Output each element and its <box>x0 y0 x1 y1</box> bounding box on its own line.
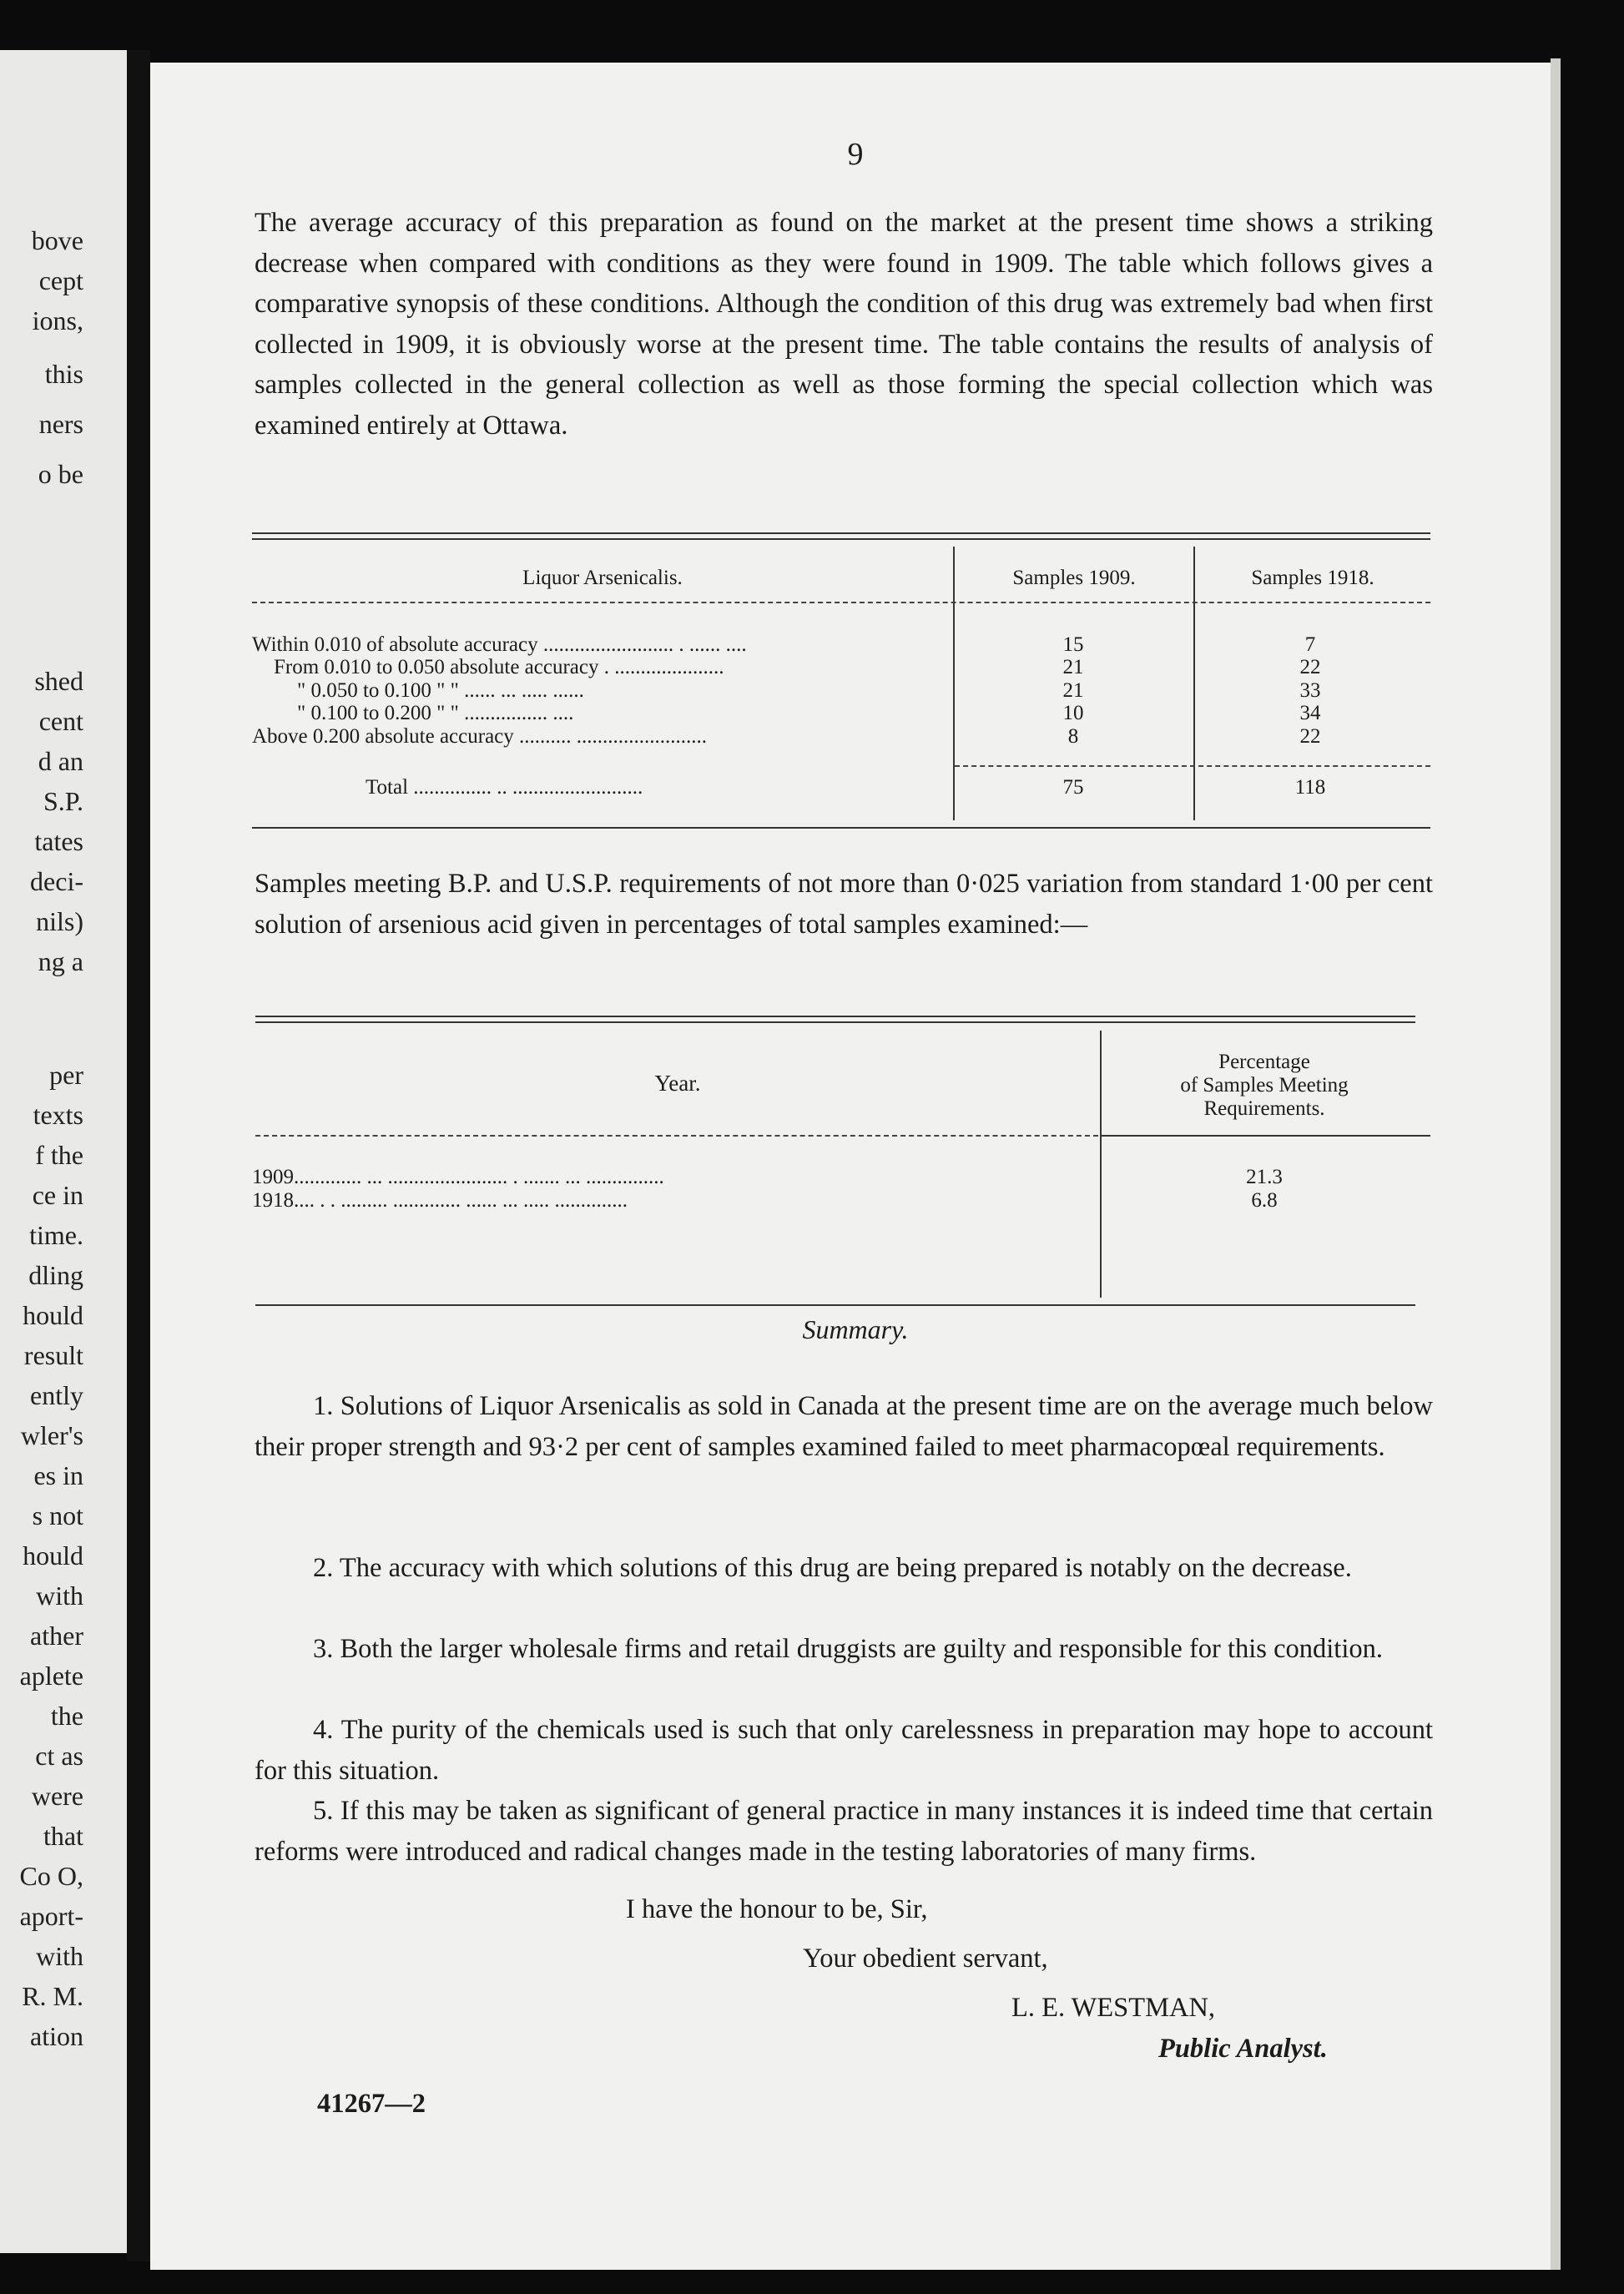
summary-item: 4. The purity of the chemicals used is such that only carelessness in preparation may hope to account for this situation. <box>255 1715 1433 1786</box>
left-fragment: result <box>23 1340 83 1370</box>
left-fragment: with <box>36 1941 83 1971</box>
year-value: 1918 <box>252 1189 294 1212</box>
left-fragment: R. M. <box>22 1981 83 2011</box>
header-line: Percentage <box>1218 1051 1310 1073</box>
left-fragment: bove <box>31 225 83 255</box>
value-1918: 34 <box>1299 702 1321 724</box>
total-label: Total <box>366 776 409 799</box>
left-fragment: s not <box>32 1500 83 1530</box>
table-row: 1909............. ... ....................... . ....... ... ............... <box>252 1166 664 1188</box>
summary-item: 5. If this may be taken as significant of general practice in many instances it is indeed time that certain reforms were introduced and radical changes made in the testing laboratories of many firms. <box>255 1796 1433 1867</box>
summary-item: 2. The accuracy with which solutions of this drug are being prepared is notably on the decrease. <box>313 1553 1352 1583</box>
table2-header-percentage <box>1102 1051 1427 1121</box>
left-fragment: S.P. <box>43 786 83 816</box>
table1-header-1909: Samples 1909. <box>1012 567 1136 589</box>
value-1909: 21 <box>1062 679 1084 702</box>
header-line: Requirements. <box>1203 1097 1325 1120</box>
page-edge <box>1551 58 1561 2270</box>
page-number: 9 <box>847 137 864 172</box>
table-row: " 0.050 to 0.100 " " ...... ... ..... ...... <box>297 679 584 702</box>
value-1909: 15 <box>1062 633 1084 656</box>
value-1909: 8 <box>1067 725 1079 748</box>
footer-code: 41267—2 <box>317 2089 426 2119</box>
left-fragment: ions, <box>32 305 83 335</box>
total-1909: 75 <box>1062 776 1084 799</box>
value-1909: 21 <box>1062 656 1084 678</box>
value-1918: 22 <box>1299 725 1321 748</box>
left-fragment: shed <box>34 666 83 696</box>
left-fragment: aport- <box>19 1901 83 1931</box>
left-fragment: o be <box>38 459 83 489</box>
left-fragment: d an <box>38 746 83 776</box>
left-fragment: ce in <box>32 1180 83 1210</box>
left-fragment: were <box>31 1781 83 1811</box>
table-row: 1918.... . . ......... ............. ...... ... ..... .............. <box>252 1189 628 1212</box>
total-row: Total ............... .. ......................... <box>366 776 643 799</box>
summary-item: 1. Solutions of Liquor Arsenicalis as sold in Canada at the present time are on the average much below their proper strength and 93·2 per cent of samples examined failed to meet pharmacopœal requirements. <box>255 1391 1433 1462</box>
left-fragment: ners <box>38 409 83 439</box>
header-line: of Samples Meeting <box>1180 1074 1349 1097</box>
book-gutter <box>127 50 150 2261</box>
summary-title: Summary. <box>802 1314 909 1344</box>
row-label: " 0.100 to 0.200 " " <box>297 702 459 724</box>
left-fragment: nils) <box>36 906 83 936</box>
percentage-value: 21.3 <box>1246 1166 1283 1188</box>
left-fragment: hould <box>23 1300 83 1330</box>
table1-header-label: Liquor Arsenicalis. <box>522 567 683 589</box>
signature-name: L. E. WESTMAN, <box>1011 1993 1216 2023</box>
left-fragment: with <box>36 1581 83 1611</box>
row-label: Within 0.010 of absolute accuracy <box>252 633 538 656</box>
table-row: " 0.100 to 0.200 " " ................ .... <box>297 702 574 724</box>
left-fragment: cept <box>38 265 83 295</box>
table1-header-1918: Samples 1918. <box>1251 567 1374 589</box>
left-page-fragment <box>0 50 134 2253</box>
closing-servant: Your obedient servant, <box>803 1944 1048 1974</box>
left-fragment: ather <box>30 1621 83 1651</box>
table-row: From 0.010 to 0.050 absolute accuracy . ..................... <box>274 656 724 678</box>
left-fragment: f the <box>35 1140 83 1170</box>
mid-paragraph: Samples meeting B.P. and U.S.P. requirements of not more than 0·025 variation from standard 1·00 per cent solution of arsenious acid given in percentages of total samples examined:— <box>255 869 1433 940</box>
row-label: From 0.010 to 0.050 absolute accuracy <box>274 656 599 678</box>
left-fragment: the <box>50 1701 83 1731</box>
left-fragment: this <box>44 359 83 389</box>
summary-item: 3. Both the larger wholesale firms and retail druggists are guilty and responsible for this condition. <box>313 1634 1383 1664</box>
left-fragment: dling <box>28 1260 83 1290</box>
left-fragment: aplete <box>19 1661 83 1691</box>
left-fragment: time. <box>29 1220 83 1250</box>
left-fragment: per <box>49 1060 83 1090</box>
left-fragment: that <box>43 1821 83 1851</box>
value-1909: 10 <box>1062 702 1084 724</box>
left-fragment: tates <box>34 826 83 856</box>
table-row: Above 0.200 absolute accuracy .......... ......................... <box>252 725 708 748</box>
row-label: Above 0.200 absolute accuracy <box>252 725 514 748</box>
year-value: 1909 <box>252 1166 294 1188</box>
value-1918: 22 <box>1299 656 1321 678</box>
left-fragment: ently <box>30 1380 83 1410</box>
left-fragment: hould <box>23 1540 83 1571</box>
signature-title: Public Analyst. <box>1158 2034 1328 2064</box>
total-1918: 118 <box>1294 776 1326 799</box>
row-label: " 0.050 to 0.100 " " <box>297 679 459 702</box>
closing-salutation: I have the honour to be, Sir, <box>626 1894 928 1924</box>
left-fragment: ation <box>30 2021 83 2051</box>
left-fragment: texts <box>33 1100 83 1130</box>
document-page <box>150 63 1561 2270</box>
left-fragment: Co O, <box>19 1861 83 1891</box>
table2-header-year: Year. <box>654 1071 701 1096</box>
left-fragment: cent <box>38 706 83 736</box>
left-fragment: ct as <box>35 1741 83 1771</box>
value-1918: 33 <box>1299 679 1321 702</box>
left-fragment: es in <box>33 1460 83 1490</box>
left-fragment: deci- <box>30 866 83 896</box>
intro-paragraph: The average accuracy of this preparation as found on the market at the present time shows a striking decrease when compared with conditions as they were found in 1909. The table which follows gives a comparative synopsis of these conditions. Although the condition of this drug was extremely bad when first collected in 1909, it is obviously worse at the present time. The table contains the results of analysis of samples collected in the general collection as well as those forming the special collection which was examined entirely at Ottawa. <box>255 208 1433 441</box>
value-1918: 7 <box>1304 633 1316 656</box>
left-fragment: wler's <box>20 1420 83 1450</box>
percentage-value: 6.8 <box>1251 1189 1278 1212</box>
left-fragment: ng a <box>38 946 83 976</box>
table-row: Within 0.010 of absolute accuracy ......................... . ...... .... <box>252 633 747 656</box>
